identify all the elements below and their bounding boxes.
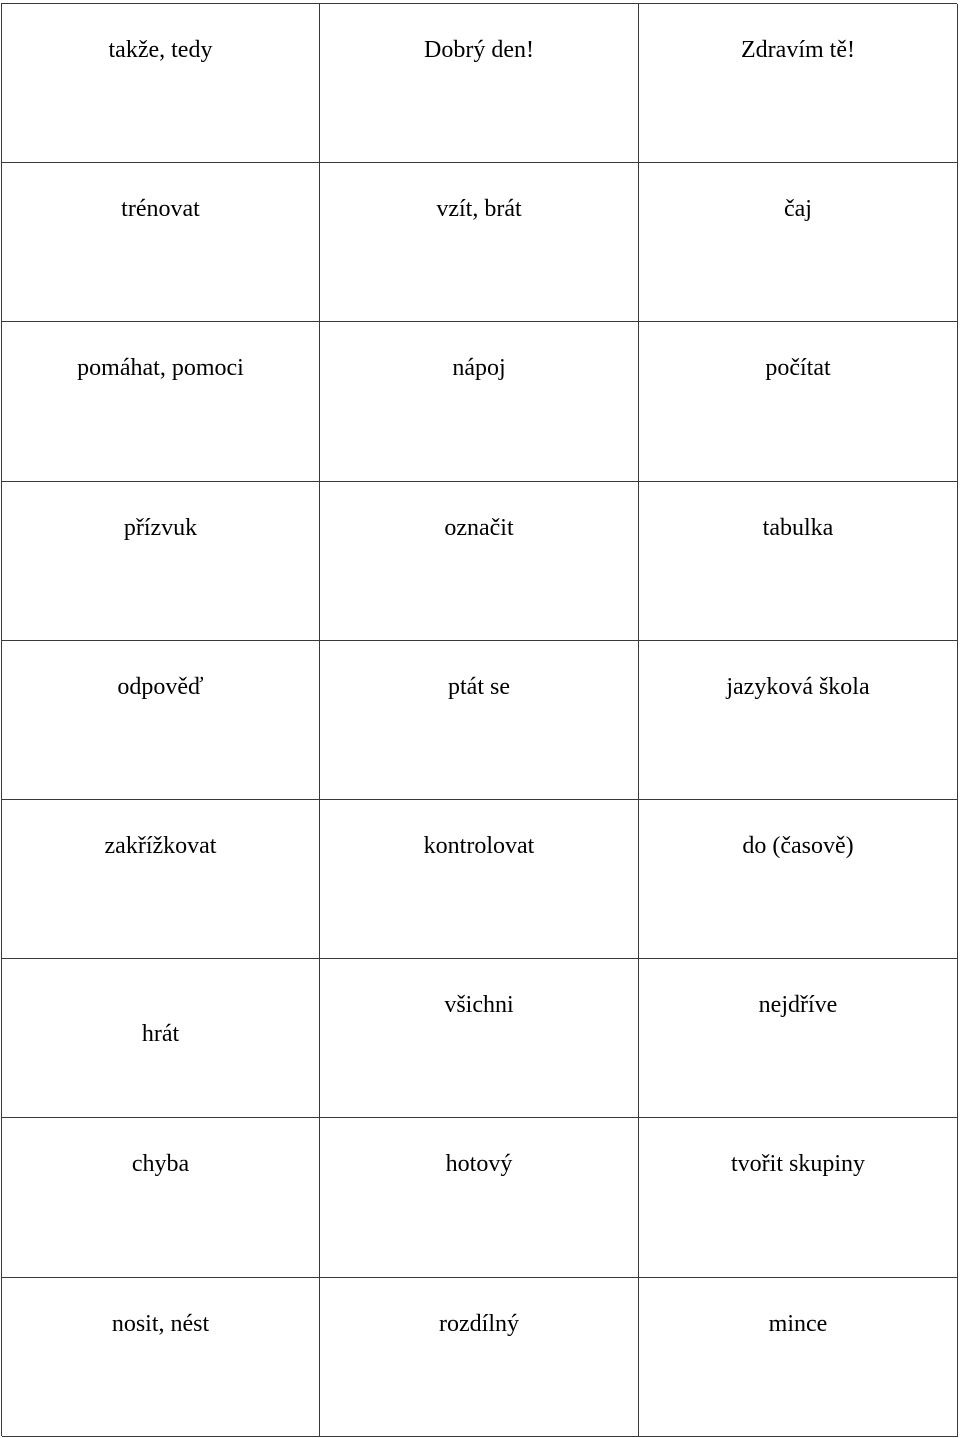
card-word: Dobrý den!	[424, 37, 534, 63]
card-word: pomáhat, pomoci	[77, 355, 244, 382]
card-word: ptát se	[448, 673, 510, 700]
card-word: vzít, brát	[436, 196, 522, 223]
card	[2, 1278, 320, 1437]
card-word: tabulka	[762, 514, 834, 541]
card-word: počítat	[765, 355, 831, 382]
card-word: Zdravím tě!	[741, 37, 855, 63]
card	[639, 1278, 958, 1437]
card	[2, 800, 320, 959]
card	[2, 163, 320, 322]
card	[639, 163, 958, 322]
card-word: mince	[768, 1310, 828, 1337]
card-word: všichni	[444, 992, 514, 1019]
card	[320, 482, 639, 641]
card-word: označit	[444, 514, 514, 541]
card	[639, 641, 958, 800]
card	[639, 482, 958, 641]
card-word: čaj	[784, 196, 812, 223]
card	[639, 1118, 958, 1277]
card-word: nápoj	[452, 355, 506, 382]
card	[2, 641, 320, 800]
card-word: rozdílný	[439, 1310, 519, 1337]
card	[639, 959, 958, 1118]
card	[320, 163, 639, 322]
card	[320, 322, 639, 481]
card-word: tvořit skupiny	[730, 1151, 865, 1178]
card-word: nejdříve	[758, 992, 838, 1019]
card-word: hrát	[141, 1021, 180, 1048]
card	[320, 959, 639, 1118]
card-word: trénovat	[121, 196, 200, 223]
card-word: do (časově)	[742, 832, 854, 859]
card	[2, 1118, 320, 1277]
card-word: zakřížkovat	[104, 832, 217, 859]
card-word: takže, tedy	[108, 37, 213, 63]
card-word: přízvuk	[123, 514, 198, 541]
card	[2, 322, 320, 481]
vocabulary-card-grid	[1, 3, 957, 1436]
card	[320, 1118, 639, 1277]
card	[320, 1278, 639, 1437]
card	[320, 641, 639, 800]
card	[320, 4, 639, 163]
card-word: chyba	[131, 1151, 190, 1178]
card	[2, 959, 320, 1118]
card	[639, 800, 958, 959]
card-word: odpověď	[117, 673, 204, 700]
card-word: kontrolovat	[423, 832, 535, 859]
card-word: nosit, nést	[111, 1310, 210, 1337]
card	[320, 800, 639, 959]
card	[2, 4, 320, 163]
card-word: jazyková škola	[726, 673, 870, 700]
card-word: hotový	[445, 1151, 513, 1178]
card	[639, 322, 958, 481]
card	[2, 482, 320, 641]
card	[639, 4, 958, 163]
